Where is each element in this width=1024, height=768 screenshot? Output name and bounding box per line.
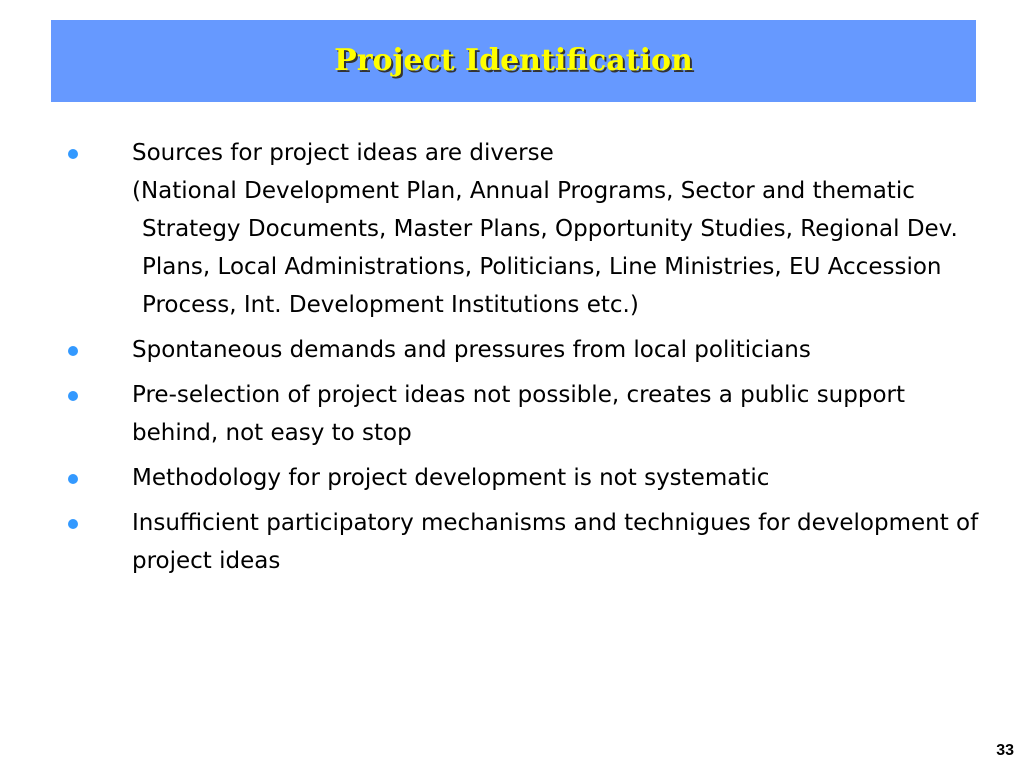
bullet-text: Methodology for project development is not systematic [132, 465, 770, 491]
bullet-text: Spontaneous demands and pressures from local politicians [132, 337, 811, 363]
bullet-item-spontaneous-demands [60, 331, 980, 369]
page-number: 33 [996, 742, 1014, 759]
bullet-subtext: (National Development Plan, Annual Programs, Sector and thematic Strategy Documents, Master Plans, Opportunity Studies, Regional Dev. Plans, Local Administrations, Politicians, Line Ministries, EU Accession Process, Int. Development Institutions etc.) [132, 178, 958, 318]
bullet-dot-icon [68, 149, 78, 159]
bullet-list [60, 134, 980, 587]
bullet-text: Pre-selection of project ideas not possible, creates a public support behind, not easy to stop [132, 382, 905, 446]
bullet-text: Insufficient participatory mechanisms and technigues for development of project ideas [132, 510, 979, 574]
bullet-item-methodology [60, 459, 980, 497]
bullet-dot-icon [68, 474, 78, 484]
bullet-item-participatory [60, 504, 980, 580]
bullet-item-sources [60, 134, 980, 324]
slide-title: Project Identification [334, 42, 693, 78]
bullet-item-pre-selection [60, 376, 980, 452]
bullet-dot-icon [68, 346, 78, 356]
bullet-text: Sources for project ideas are diverse [132, 140, 554, 166]
bullet-dot-icon [68, 391, 78, 401]
title-bar [51, 20, 976, 102]
bullet-dot-icon [68, 519, 78, 529]
